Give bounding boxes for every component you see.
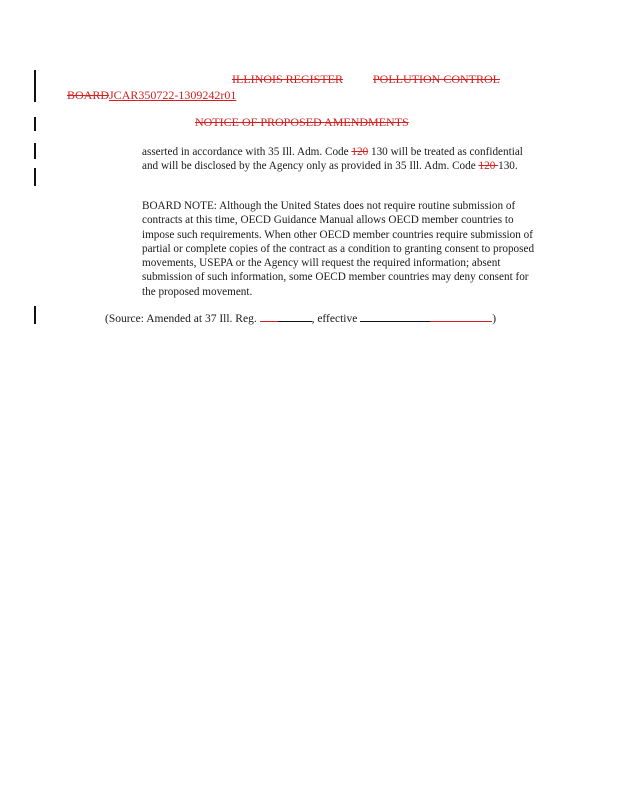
paragraph-text: 130.	[498, 160, 518, 173]
source-line	[105, 311, 496, 325]
revision-bar	[34, 306, 36, 324]
paragraph-text: 130 will be treated as confidential and will be disclosed by the Agency only as provided in 35 Ill. Adm. Code	[142, 146, 523, 173]
register-issue-blank	[260, 311, 278, 322]
notice-title: NOTICE OF PROPOSED AMENDMENTS	[195, 115, 409, 129]
register-header: ILLINOIS REGISTER	[232, 72, 343, 86]
source-middle: , effective	[311, 313, 361, 325]
effective-date-added-blank	[430, 311, 492, 322]
deleted-section-ref: 120	[351, 146, 369, 158]
revision-bar	[34, 117, 36, 131]
paragraph-text: asserted in accordance with 35 Ill. Adm. Code	[142, 146, 352, 158]
board-name-header: POLLUTION CONTROL	[373, 72, 500, 86]
board-note: BOARD NOTE: Although the United States does not require routine submission of contracts at this time, OECD Guidance Manual allows OECD member countries to impose such requirements. When other OECD member countries require submission of partial or complete copies of the contract as a condition to granting consent to proposed movements, USEPA or the Agency will request the required information; absent submission of such information, some OECD member countries may deny consent for the proposed movement.	[142, 200, 535, 298]
effective-date-blank	[360, 311, 430, 322]
source-suffix: )	[492, 313, 497, 325]
board-label: BOARD	[67, 88, 110, 102]
paragraph-confidentiality	[142, 145, 537, 174]
revision-bar	[34, 70, 36, 102]
revision-bar	[34, 168, 36, 186]
deleted-section-ref: 120	[478, 160, 499, 173]
doc-id: JCAR350722-1309242r01	[109, 88, 237, 102]
doc-id-line	[67, 88, 236, 103]
source-prefix: (Source: Amended at 37 Ill. Reg.	[105, 313, 260, 325]
revision-bar	[34, 143, 36, 159]
register-page-blank	[278, 311, 312, 322]
